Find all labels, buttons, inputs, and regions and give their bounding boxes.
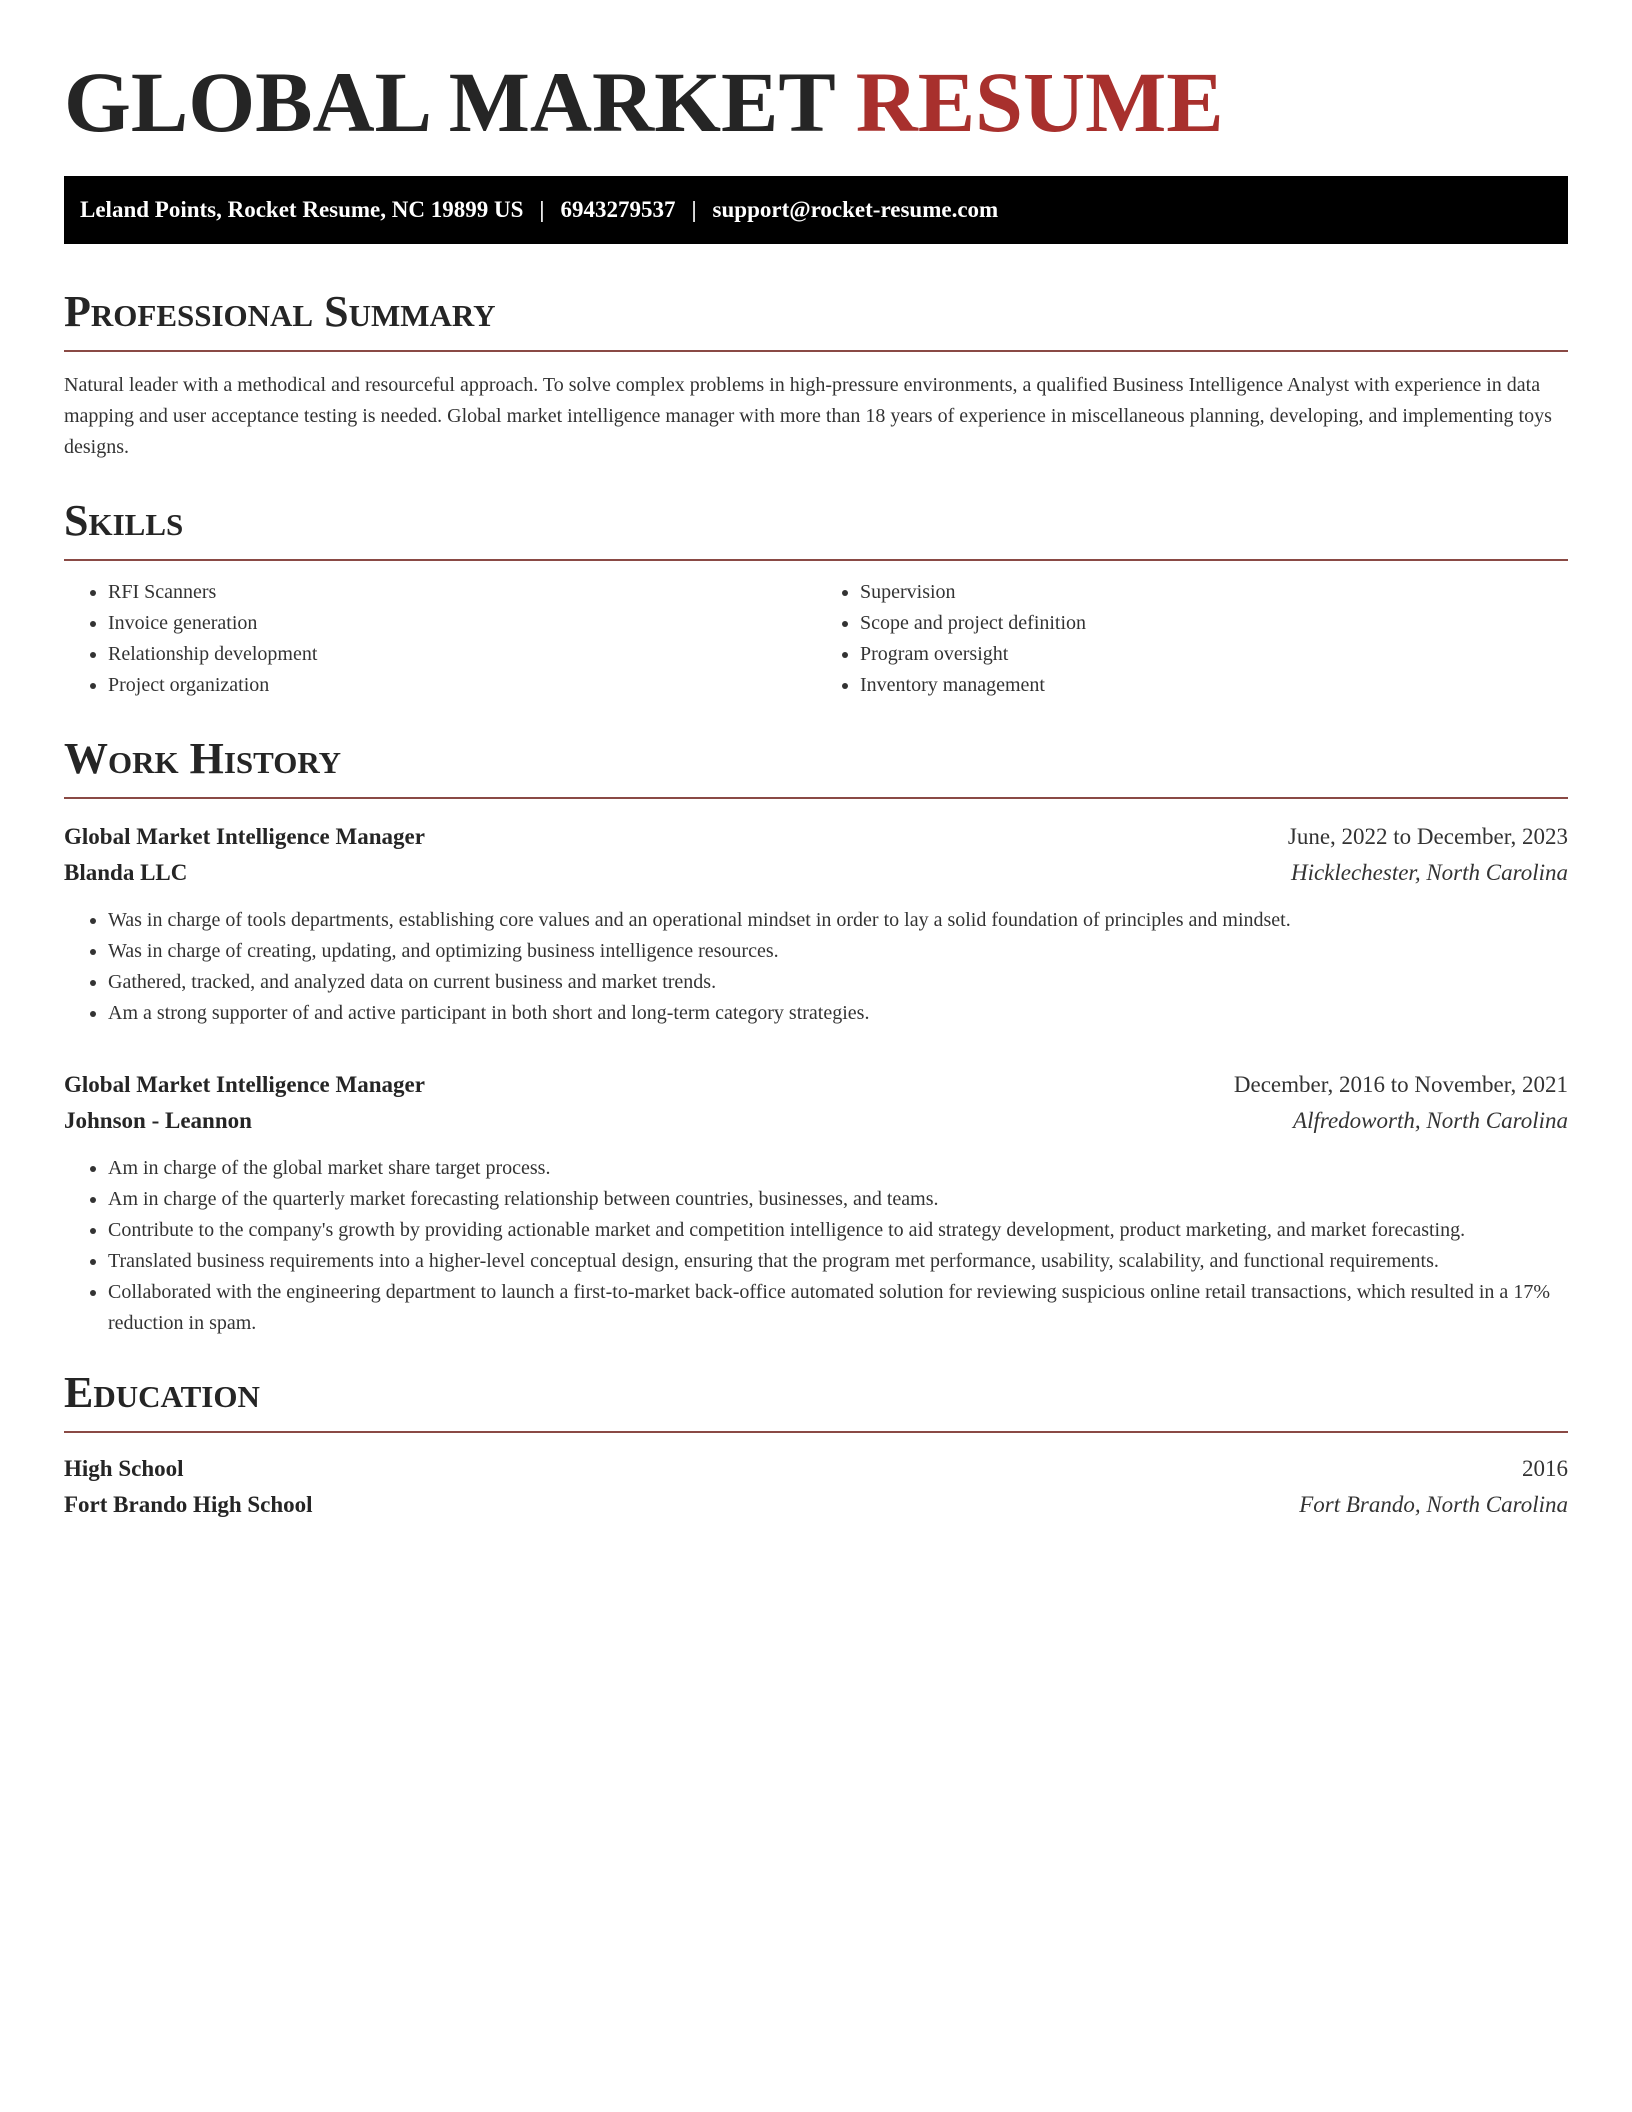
- job-bullets: [64, 1153, 1568, 1339]
- job-entry: [64, 1067, 1568, 1339]
- job-bullet: • Am in charge of the quarterly market forecasting relationship between countries, businesses, and teams.: [108, 1184, 1568, 1215]
- skill-item: • Scope and project definition: [860, 608, 1568, 639]
- contact-separator: |: [539, 197, 545, 222]
- skill-item: • Relationship development: [108, 639, 816, 670]
- education-entry: [64, 1451, 1568, 1523]
- summary-section: [64, 288, 1568, 463]
- job-dates: June, 2022 to December, 2023: [1287, 824, 1568, 849]
- work-history-heading: Work History: [64, 735, 1568, 799]
- job-location: Hicklechester, North Carolina: [1290, 860, 1568, 885]
- job-bullet: • Am in charge of the global market share target process.: [108, 1153, 1568, 1184]
- job-company: Blanda LLC: [64, 860, 188, 885]
- summary-text: Natural leader with a methodical and resourceful approach. To solve complex problems in high-pressure environments, a qualified Business Intelligence Analyst with experience in data mapping and user acceptance testing is needed. Global market intelligence manager with more than 18 years of experience in miscellaneous planning, developing, and implementing toys designs.: [64, 374, 1552, 458]
- education-heading: Education: [64, 1369, 1568, 1433]
- education-degree: High School: [64, 1456, 184, 1481]
- job-title: Global Market Intelligence Manager: [64, 824, 425, 849]
- job-company-row: [64, 1103, 1568, 1139]
- skill-item: • RFI Scanners: [108, 577, 816, 608]
- job-bullet: • Collaborated with the engineering department to launch a first-to-market back-office automated solution for reviewing suspicious online retail transactions, which resulted in a 17% reduction in spam.: [108, 1277, 1568, 1339]
- education-year: 2016: [1522, 1456, 1568, 1481]
- contact-separator: |: [691, 197, 697, 222]
- skills-section: [64, 497, 1568, 701]
- skills-column-left: [64, 577, 816, 701]
- education-location: Fort Brando, North Carolina: [1299, 1492, 1568, 1517]
- skills-heading: Skills: [64, 497, 1568, 561]
- skills-column-right: [816, 577, 1568, 701]
- job-bullets: [64, 905, 1568, 1029]
- work-history-section: [64, 735, 1568, 1339]
- job-bullet: • Translated business requirements into a higher-level conceptual design, ensuring that the program met performance, usability, scalability, and functional requirements.: [108, 1246, 1568, 1277]
- summary-heading: Professional Summary: [64, 288, 1568, 352]
- resume-title: [64, 54, 1568, 150]
- job-company-row: [64, 855, 1568, 891]
- title-main: GLOBAL MARKET: [64, 54, 835, 150]
- skill-item: • Supervision: [860, 577, 1568, 608]
- skill-item: • Program oversight: [860, 639, 1568, 670]
- job-bullet: • Contribute to the company's growth by providing actionable market and competition intelligence to aid strategy development, product marketing, and market forecasting.: [108, 1215, 1568, 1246]
- skill-item: • Project organization: [108, 670, 816, 701]
- skills-list: [64, 577, 1568, 701]
- job-bullet: • Was in charge of creating, updating, and optimizing business intelligence resources.: [108, 936, 1568, 967]
- job-title: Global Market Intelligence Manager: [64, 1072, 425, 1097]
- job-dates: December, 2016 to November, 2021: [1233, 1072, 1568, 1097]
- education-school-row: [64, 1487, 1568, 1523]
- education-section: [64, 1369, 1568, 1523]
- title-accent: RESUME: [855, 54, 1224, 150]
- job-bullet: • Was in charge of tools departments, establishing core values and an operational mindset in order to lay a solid foundation of principles and mindset.: [108, 905, 1568, 936]
- contact-phone: 6943279537: [560, 197, 676, 222]
- contact-email: support@rocket-resume.com: [712, 197, 999, 222]
- contact-bar: [64, 176, 1568, 244]
- job-bullet: • Am a strong supporter of and active participant in both short and long-term category strategies.: [108, 998, 1568, 1029]
- job-header-row: [64, 1067, 1568, 1103]
- skill-item: • Invoice generation: [108, 608, 816, 639]
- job-company: Johnson - Leannon: [64, 1108, 252, 1133]
- skill-item: • Inventory management: [860, 670, 1568, 701]
- job-entry: [64, 819, 1568, 1029]
- job-bullet: • Gathered, tracked, and analyzed data on current business and market trends.: [108, 967, 1568, 998]
- contact-address: Leland Points, Rocket Resume, NC 19899 US: [80, 197, 524, 222]
- job-header-row: [64, 819, 1568, 855]
- education-school: Fort Brando High School: [64, 1492, 313, 1517]
- job-location: Alfredoworth, North Carolina: [1293, 1108, 1568, 1133]
- education-degree-row: [64, 1451, 1568, 1487]
